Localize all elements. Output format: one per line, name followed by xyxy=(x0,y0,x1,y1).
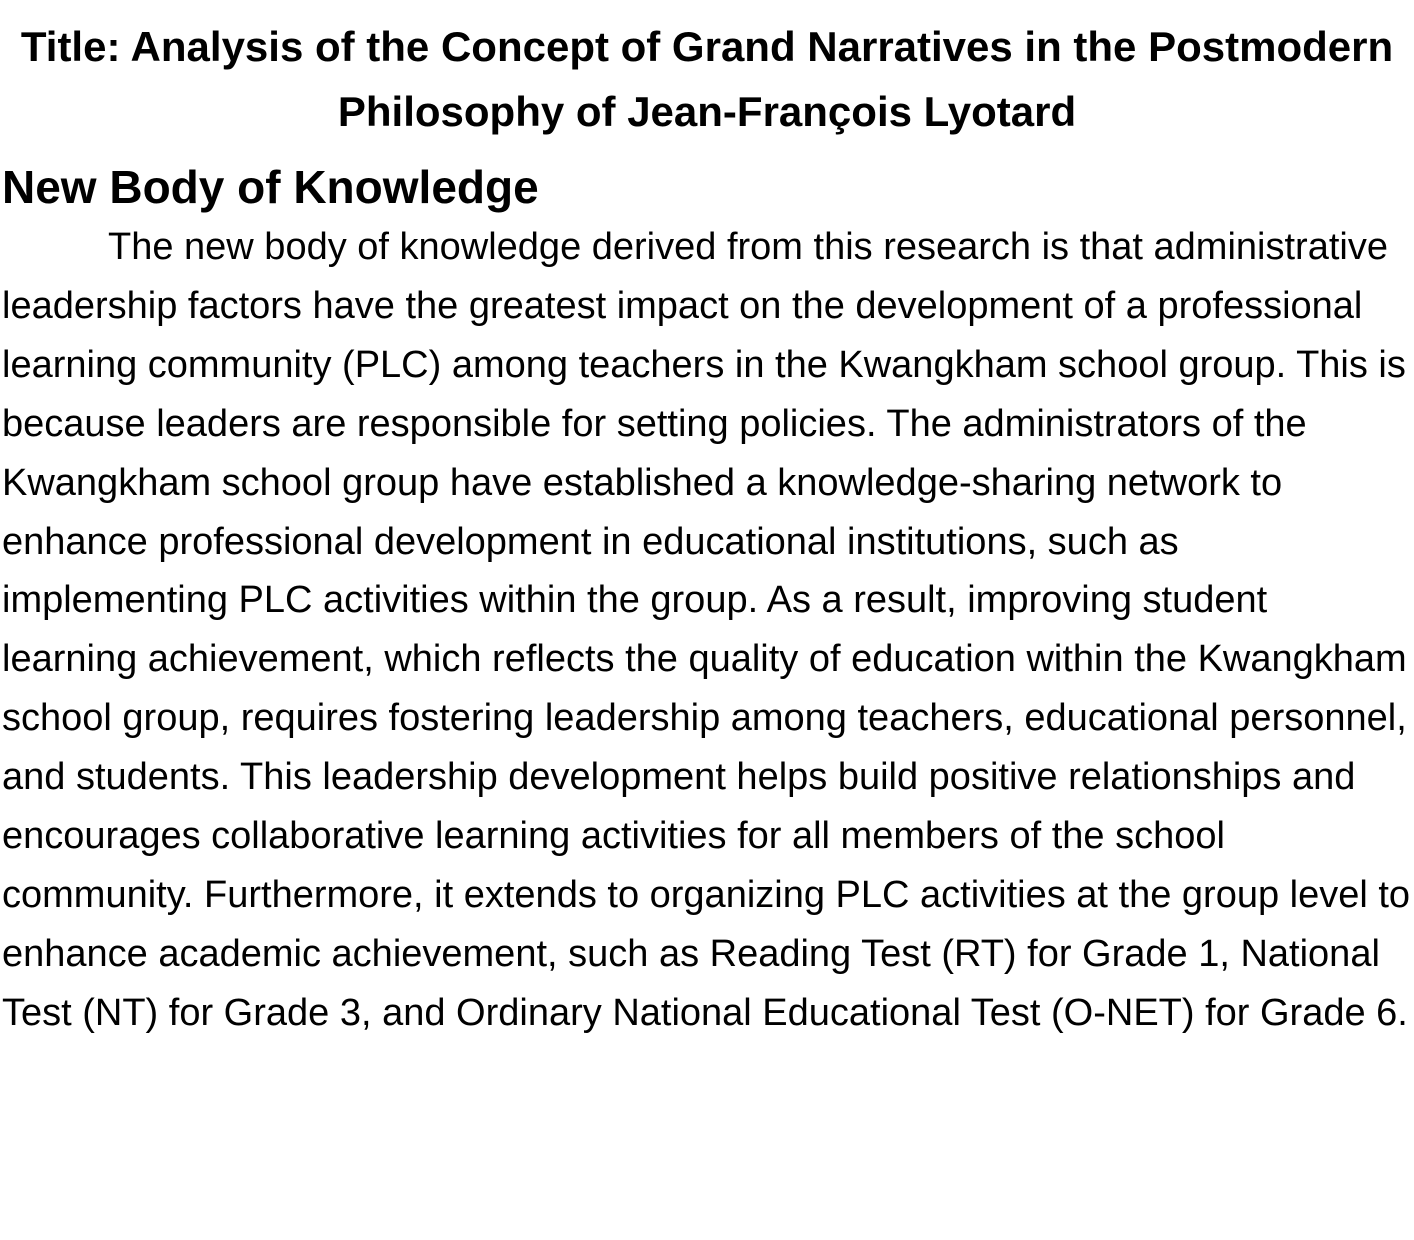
body-paragraph: The new body of knowledge derived from this research is that administrative leadership factors have the greatest impact on the development of a professional learning community (PLC) among teachers in the Kwangkham school group. This is because leaders are responsible for setting policies. The administrators of the Kwangkham school group have established a knowledge-sharing network to enhance professional development in educational institutions, such as implementing PLC activities within the group. As a result, improving student learning achievement, which reflects the quality of education within the Kwangkham school group, requires fostering leadership among teachers, educational personnel, and students. This leadership development helps build positive relationships and encourages collaborative learning activities for all members of the school community. Furthermore, it extends to organizing PLC activities at the group level to enhance academic achievement, such as Reading Test (RT) for Grade 1, National Test (NT) for Grade 3, and Ordinary National Educational Test (O-NET) for Grade 6. xyxy=(2,226,1411,1034)
document-title: Title: Analysis of the Concept of Grand Narratives in the Postmodern Philosophy of Jean-François Lyotard xyxy=(20,23,1394,135)
section-heading: New Body of Knowledge xyxy=(2,161,539,213)
